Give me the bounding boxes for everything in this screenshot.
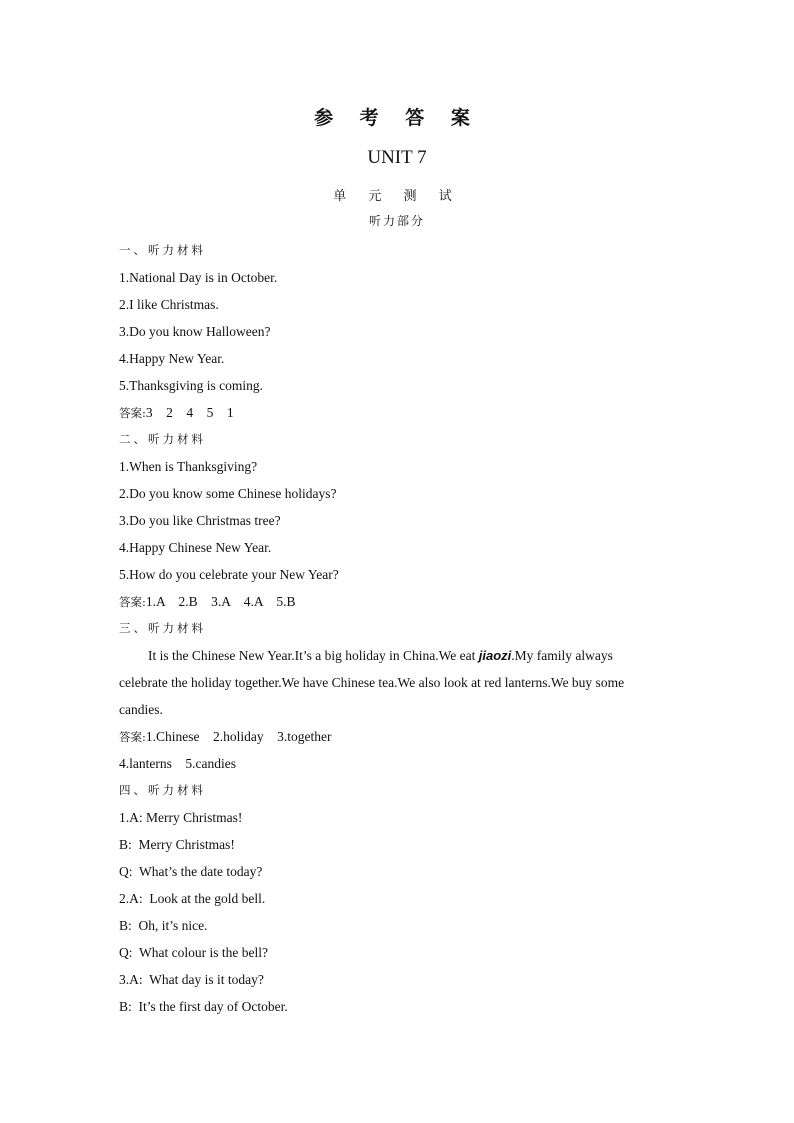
paragraph-line-1 [119,642,679,669]
list-item: 2.I like Christmas. [119,297,219,312]
document-body [119,237,679,1020]
dialogue-line: B: Oh, it’s nice. [119,918,208,933]
list-item: 4.Happy Chinese New Year. [119,540,272,555]
part-title: 听力部分 [368,214,425,228]
test-subtitle: 单 元 测 试 [333,189,461,204]
answer-text: 1.A 2.B 3.A 4.A 5.B [145,594,296,609]
list-item: 1.National Day is in October. [119,270,278,285]
answer-line-1 [119,399,679,426]
italic-word: jiaozi [478,648,512,663]
section-heading-4: 四、听力材料 [119,783,206,797]
answer-text: 1.Chinese 2.holiday 3.together [145,729,332,744]
answer-label: 答案: [119,730,146,744]
answer-line-3 [119,723,679,750]
page-title: 参 考 答 案 [314,107,480,129]
answer-text: 3 2 4 5 1 [145,405,234,420]
answer-line-3b: 4.lanterns 5.candies [119,756,236,771]
dialogue-line: Q: What colour is the bell? [119,945,268,960]
paragraph-line-2: celebrate the holiday together.We have Chinese tea.We also look at red lanterns.We buy some [119,675,625,690]
dialogue-line: 2.A: Look at the gold bell. [119,891,266,906]
dialogue-line: 1.A: Merry Christmas! [119,810,243,825]
answer-label: 答案: [119,595,146,609]
unit-title: UNIT 7 [367,147,427,168]
list-item: 5.Thanksgiving is coming. [119,378,263,393]
paragraph-text: It is the Chinese New Year.It’s a big holiday in China.We eat [148,648,479,663]
dialogue-line: B: It’s the first day of October. [119,999,288,1014]
dialogue-line: 3.A: What day is it today? [119,972,264,987]
dialogue-line: B: Merry Christmas! [119,837,235,852]
list-item: 3.Do you know Halloween? [119,324,271,339]
list-item: 3.Do you like Christmas tree? [119,513,281,528]
answer-line-2 [119,588,679,615]
section-heading-3: 三、听力材料 [119,621,206,635]
list-item: 1.When is Thanksgiving? [119,459,258,474]
section-heading-1: 一、听力材料 [119,243,206,257]
answer-label: 答案: [119,406,146,420]
list-item: 4.Happy New Year. [119,351,225,366]
section-heading-2: 二、听力材料 [119,432,206,446]
paragraph-line-3: candies. [119,702,163,717]
dialogue-line: Q: What’s the date today? [119,864,263,879]
list-item: 2.Do you know some Chinese holidays? [119,486,337,501]
paragraph-text: .My family always [511,648,613,663]
list-item: 5.How do you celebrate your New Year? [119,567,339,582]
